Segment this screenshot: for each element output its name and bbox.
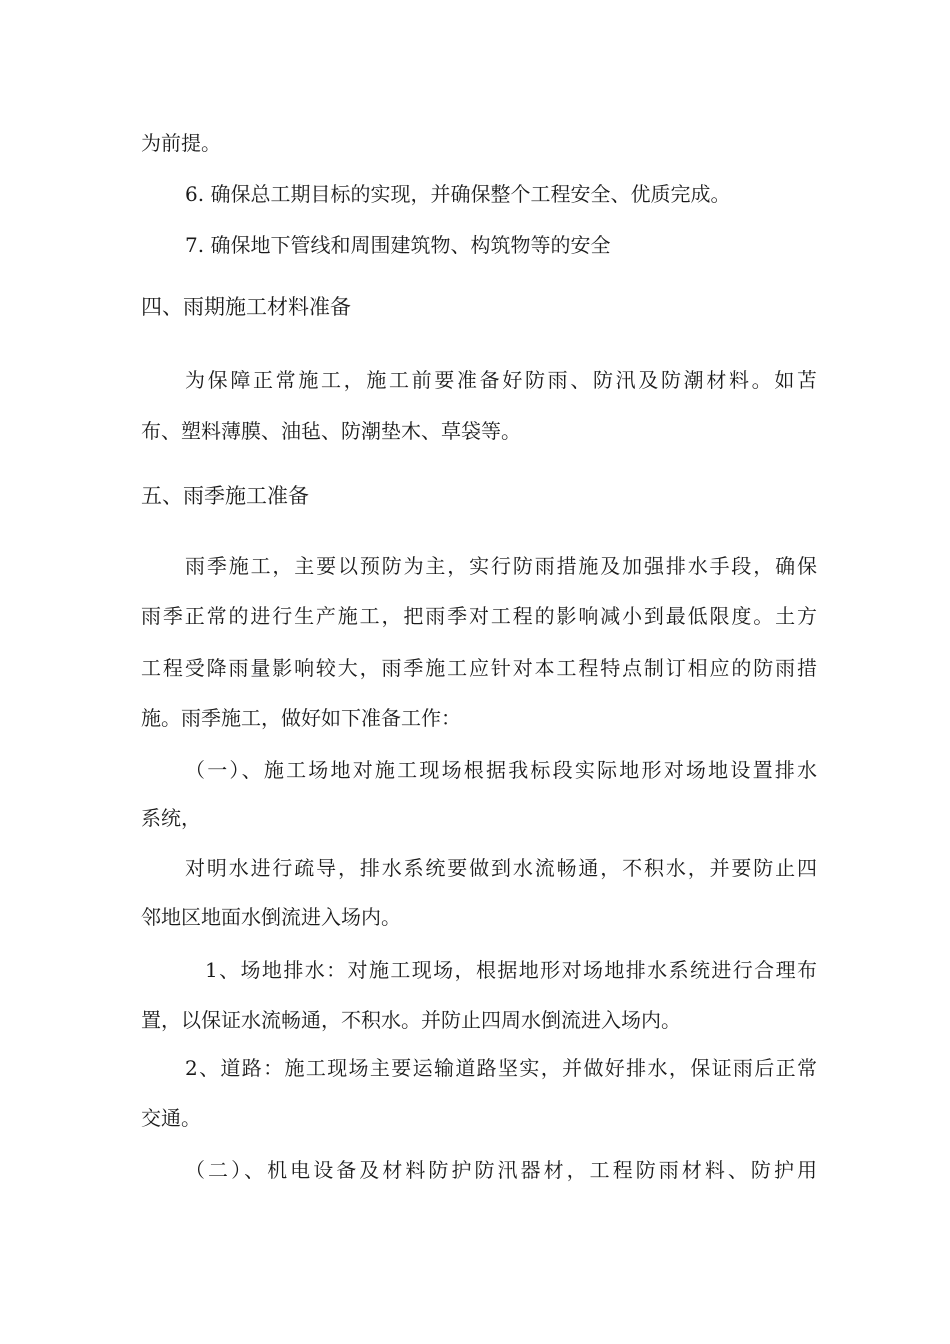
list-item-roads: 2、道路：施工现场主要运输道路坚实，并做好排水，保证雨后正常 bbox=[185, 1056, 817, 1080]
paragraph-line: 雨季施工，主要以预防为主，实行防雨措施及加强排水手段，确保 bbox=[185, 554, 817, 578]
list-item-7: 7. 确保地下管线和周围建筑物、构筑物等的安全 bbox=[185, 233, 611, 257]
paragraph-line: 对明水进行疏导，排水系统要做到水流畅通，不积水，并要防止四 bbox=[185, 856, 817, 880]
paragraph-line: 布、塑料薄膜、油毡、防潮垫木、草袋等。 bbox=[141, 419, 521, 443]
paragraph-line: 为保障正常施工，施工前要准备好防雨、防汛及防潮材料。如苫 bbox=[185, 368, 817, 392]
paragraph-line: 交通。 bbox=[141, 1106, 201, 1130]
paragraph-line: 施。雨季施工，做好如下准备工作： bbox=[141, 706, 461, 730]
paragraph-line: 雨季正常的进行生产施工，把雨季对工程的影响减小到最低限度。土方 bbox=[141, 604, 817, 628]
paragraph-line: 置，以保证水流畅通，不积水。并防止四周水倒流进入场内。 bbox=[141, 1008, 681, 1032]
section-heading-4: 四、雨期施工材料准备 bbox=[141, 295, 351, 319]
list-item-site-drainage: 1、场地排水：对施工现场，根据地形对场地排水系统进行合理布 bbox=[205, 958, 817, 982]
paragraph-line: 邻地区地面水倒流进入场内。 bbox=[141, 905, 401, 929]
paragraph-line: 工程受降雨量影响较大，雨季施工应针对本工程特点制订相应的防雨措 bbox=[141, 656, 817, 680]
subsection-heading-2: （二）、机电设备及材料防护防汛器材，工程防雨材料、防护用 bbox=[185, 1158, 817, 1182]
subsection-heading-1: （一）、施工场地对施工现场根据我标段实际地形对场地设置排水 bbox=[185, 758, 817, 782]
text-line: 为前提。 bbox=[141, 131, 221, 155]
section-heading-5: 五、雨季施工准备 bbox=[141, 484, 309, 508]
paragraph-line: 系统， bbox=[141, 806, 201, 830]
list-item-6: 6. 确保总工期目标的实现，并确保整个工程安全、优质完成。 bbox=[185, 182, 731, 206]
